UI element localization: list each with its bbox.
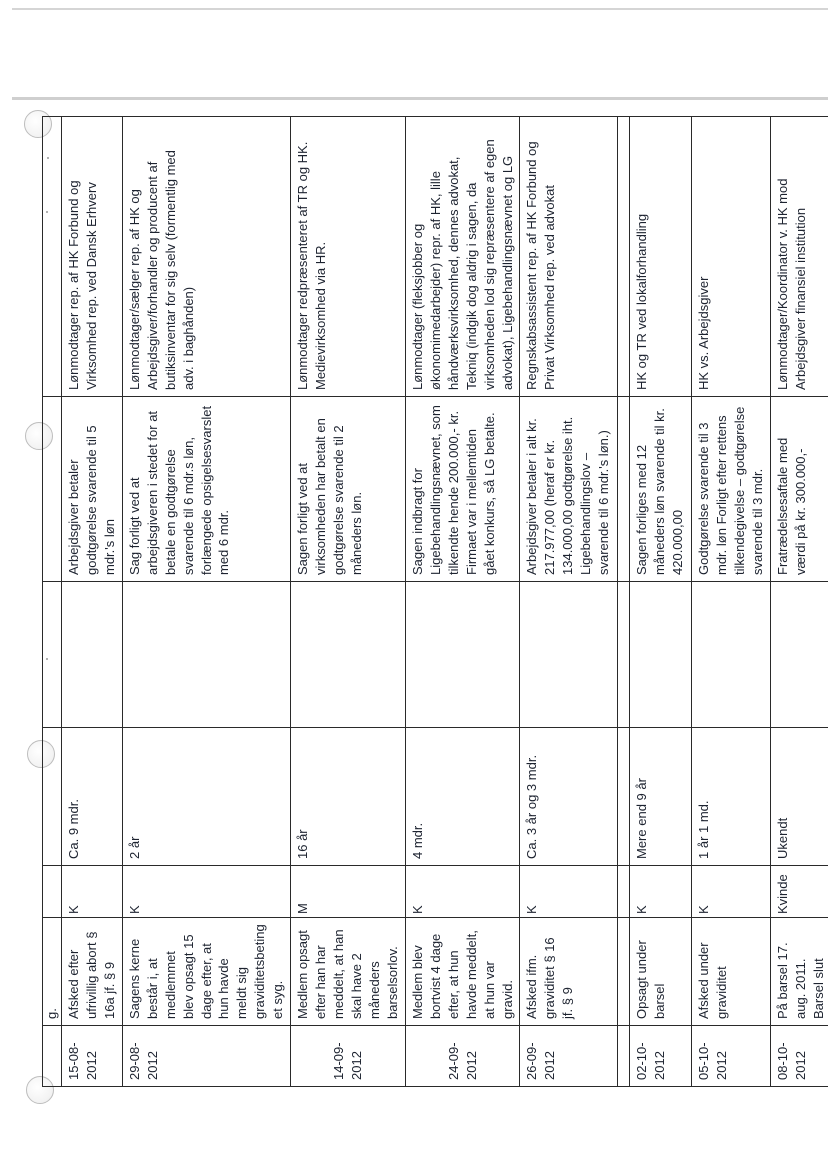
cell-parties: Lønmodtager/sælger rep. af HK og Arbejdsgiver/forhandler og producent af butiksinventar for sig selv (formentlig med adv. i baghånden) <box>122 117 290 397</box>
table-row-continuation <box>43 117 62 1087</box>
cell-cause: Medlem blev bortvist 4 dage efter, at hun havde meddelt, at hun var gravid. <box>405 918 520 1026</box>
table-row <box>630 117 692 1087</box>
table-row <box>405 117 520 1087</box>
cell-empty <box>43 728 62 866</box>
cell-spacer <box>291 582 406 728</box>
cell-cause: På barsel 17. aug. 2011. Barsel slut <box>771 918 828 1026</box>
cell-gender: K <box>520 866 618 918</box>
cell-parties: Lønmodtager/Koordinator v. HK mod Arbejdsgiver finansiel institution <box>771 117 828 397</box>
cell-spacer <box>405 582 520 728</box>
cell-date: 15-08-2012 <box>61 1026 122 1087</box>
cell-outcome: Arbejdsgiver betaler i alt kr. 217.977,00 (heraf er kr. 134.000,00 godtgørelse iht. Ligebehandlingslov – svarende til 6 mdr.'s løn.) <box>520 397 618 582</box>
cell-date: 24-09-2012 <box>405 1026 520 1087</box>
cell-empty <box>618 117 630 397</box>
cell-gender: M <box>291 866 406 918</box>
cell-outcome: Sag forligt ved at arbejdsgiveren i stedet for at betale en godtgørelse svarende til 6 mdr.s løn, forlængede opsigelsesvarslet med 6 mdr. <box>122 397 290 582</box>
cell-empty <box>43 1026 62 1087</box>
cell-spacer <box>61 582 122 728</box>
scan-edge-top <box>12 8 828 10</box>
cell-spacer <box>771 582 828 728</box>
cell-gender: K <box>405 866 520 918</box>
cell-spacer <box>520 582 618 728</box>
cell-spacer <box>692 582 771 728</box>
cell-empty <box>618 582 630 728</box>
table-row <box>771 117 828 1087</box>
cell-outcome: Sagen indbragt for Ligebehandlingsnævnet, som tilkendte hende 200.000,- kr. Firmaet var i mellemtiden gået konkurs, så LG betalte. <box>405 397 520 582</box>
cell-gender: Kvinde <box>771 866 828 918</box>
cell-tenure: 4 mdr. <box>405 728 520 866</box>
cell-empty <box>43 117 62 397</box>
cell-tenure: 16 år <box>291 728 406 866</box>
cell-date: 14-09-2012 <box>291 1026 406 1087</box>
cell-tenure: Ca. 3 år og 3 mdr. <box>520 728 618 866</box>
cell-parties: HK vs. Arbejdsgiver <box>692 117 771 397</box>
cell-cause: Afsked under graviditet <box>692 918 771 1026</box>
cases-table <box>42 116 828 1087</box>
cell-tenure: Ca. 9 mdr. <box>61 728 122 866</box>
cell-empty <box>618 397 630 582</box>
cell-outcome: Sagen forligt ved at virksomheden har betalt en godtgørelse svarende til 2 måneders løn. <box>291 397 406 582</box>
cell-empty <box>43 866 62 918</box>
table-row <box>692 117 771 1087</box>
cell-parties: Lønmodtager (fleksjobber og økonomimedarbejder) repr. af HK, lille håndværksvirksomhed, dennes advokat, Tekniq (indgik dog aldrig i sagen, da virksomheden lod sig repræsentere af egen advokat), Ligebehandlingsnævnet og LG <box>405 117 520 397</box>
table-row <box>291 117 406 1087</box>
cell-cause: Medlem opsagt efter han har meddelt, at han skal have 2 måneders barselsorlov. <box>291 918 406 1026</box>
cell-tenure: 2 år <box>122 728 290 866</box>
cell-outcome: Godtgørelse svarende til 3 mdr. løn Forligt efter rettens tilkendegivelse – godtgørelse svarende til 3 mdr. <box>692 397 771 582</box>
rotated-table-container <box>42 117 827 1087</box>
cell-date: 08-10-2012 <box>771 1026 828 1087</box>
cell-empty <box>43 582 62 728</box>
cell-parties: Lønmodtager redpræsenteret af TR og HK. Medievirksomhed via HR. <box>291 117 406 397</box>
cell-outcome: Sagen forliges med 12 måneders løn svarende til kr. 420.000,00 <box>630 397 692 582</box>
cell-empty <box>618 1026 630 1087</box>
cell-tenure: Mere end 9 år <box>630 728 692 866</box>
cell-header-fragment: g. <box>43 918 62 1026</box>
cell-empty <box>618 728 630 866</box>
cell-empty <box>618 866 630 918</box>
cell-outcome: Fratrædelsesaftale med værdi på kr. 300.000,- <box>771 397 828 582</box>
cell-parties: HK og TR ved lokalforhandling <box>630 117 692 397</box>
table-row <box>61 117 122 1087</box>
cell-gender: K <box>630 866 692 918</box>
cell-parties: Regnskabsassistent rep. af HK Forbund og Privat Virksomhed rep. ved advokat <box>520 117 618 397</box>
cell-cause: Afsked efter ufrivillig abort § 16a jf. § 9 <box>61 918 122 1026</box>
cell-tenure: 1 år 1 md. <box>692 728 771 866</box>
cell-gender: K <box>122 866 290 918</box>
cell-cause: Afsked ifm. graviditet § 16 jf. § 9 <box>520 918 618 1026</box>
table-row <box>520 117 618 1087</box>
cell-spacer <box>630 582 692 728</box>
cell-date: 05-10-2012 <box>692 1026 771 1087</box>
cell-date: 02-10-2012 <box>630 1026 692 1087</box>
cell-outcome: Arbejdsgiver betaler godtgørelse svarende til 5 mdr.'s løn <box>61 397 122 582</box>
cell-date: 29-08-2012 <box>122 1026 290 1087</box>
cell-cause: Opsagt under barsel <box>630 918 692 1026</box>
table-row <box>122 117 290 1087</box>
cell-spacer <box>122 582 290 728</box>
cell-date: 26-09-2012 <box>520 1026 618 1087</box>
table-row-spacer <box>618 117 630 1087</box>
cell-tenure: Ukendt <box>771 728 828 866</box>
cell-gender: K <box>61 866 122 918</box>
cell-empty <box>618 918 630 1026</box>
cell-gender: K <box>692 866 771 918</box>
cell-empty <box>43 397 62 582</box>
scan-edge-line <box>12 97 828 100</box>
cell-cause: Sagens kerne består i, at medlemmet blev opsagt 15 dage efter, at hun havde meldt sig graviditetsbetinget syg. <box>122 918 290 1026</box>
cell-parties: Lønmodtager rep. af HK Forbund og Virksomhed rep. ved Dansk Erhverv <box>61 117 122 397</box>
